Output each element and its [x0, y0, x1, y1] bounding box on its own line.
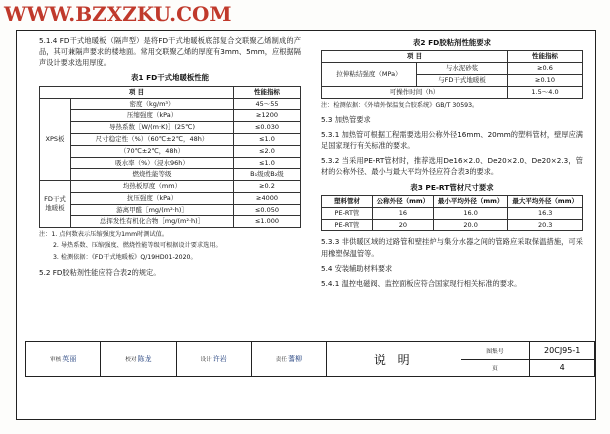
table-row: [322, 86, 583, 98]
table-row: [40, 216, 301, 228]
table1-note-1: 注：1. 点何数表示压缩强度为1mm时测试值。: [39, 231, 169, 239]
table-row: [322, 51, 583, 63]
table-row: [40, 134, 301, 146]
table2-value: 1.5～4.0: [508, 86, 583, 98]
table1-value: ≤1.0: [234, 157, 301, 169]
table3-cell: 16.0: [433, 207, 508, 219]
table3-header-1: 公称外径（mm）: [373, 196, 434, 208]
page-label: 页: [461, 360, 531, 377]
table1-value: ≤0.050: [234, 204, 301, 216]
paragraph-5-3-1: 5.3.1 加热管可根据工程需要选用公称外径16mm、20mm的塑料管材，壁厚应满足国家现行有关标准的要求。: [321, 129, 583, 151]
table1-value: ≥0.2: [234, 181, 301, 193]
paragraph-5-2: 5.2 FD胶粘剂性能应符合表2的规定。: [39, 268, 161, 278]
paragraph-5-3-2: 5.3.2 当采用PE-RT管材时，推荐选用De16×2.0、De20×2.0、De20×2.3，管材的公称外径、最小与最大平均外径应符合表3的要求。: [321, 156, 583, 177]
table1-group-xps: XPS板: [40, 98, 71, 180]
table2-item: 可操作时间（h）: [322, 86, 508, 98]
paragraph-5-3-3: 5.3.3 非供暖区域的过路管和壁挂炉与集分水器之间的管路应采取保温措施，可采用橡塑保温管等。: [321, 237, 583, 258]
signature-cell-review: [26, 342, 101, 376]
sheet-content: [21, 35, 589, 381]
table3-cell: 16.3: [508, 207, 583, 219]
table-pert-pipe-dimensions: [321, 195, 583, 231]
table1-header-value: 性能指标: [234, 86, 301, 98]
table2-value: ≥0.6: [508, 63, 583, 75]
album-number-label: 图集号: [461, 342, 531, 359]
title-block-album: [461, 342, 595, 376]
table1-item: 压缩强度（kPa）: [71, 110, 234, 122]
table2-caption: 表2 FD胶粘剂性能要求: [412, 38, 492, 47]
table1-value: ≤1.000: [234, 216, 301, 228]
sheet-title: 说 明: [373, 352, 414, 367]
table1-value: ≤1.0: [234, 134, 301, 146]
signature-label: 审核: [50, 357, 62, 363]
left-column: [39, 35, 301, 282]
table-row: [322, 207, 583, 219]
table1-value: ≤2.0: [234, 145, 301, 157]
table3-header-3: 最大平均外径（mm）: [508, 196, 583, 208]
album-number-value: 20CJ95-1: [544, 345, 581, 355]
paragraph-5-4: 5.4 安装辅助材料要求: [321, 263, 393, 273]
table1-header-item: 项 目: [40, 86, 234, 98]
table2-item: 拉伸粘结强度（MPa）: [322, 63, 417, 87]
table-row: [40, 192, 301, 204]
signature-name: 蓍柳: [287, 355, 302, 363]
table-fd-panel-performance: [39, 86, 301, 228]
table1-caption: 表1 FD干式地暖板性能: [130, 73, 210, 83]
table1-item: 抗压强度（kPa）: [71, 192, 234, 204]
table2-note: 注：检测依据：《外墙外保温复合胶系统》GB/T 30593。: [321, 101, 479, 109]
table-row: [322, 219, 583, 231]
table-row: [40, 86, 301, 98]
table3-cell: 16: [373, 207, 434, 219]
table1-item: 尺寸稳定性（%）（60℃±2℃，48h）: [71, 134, 234, 146]
signature-cell-responsible: [252, 342, 326, 376]
table-row: [40, 169, 301, 181]
table-row: [322, 196, 583, 208]
table1-value: ≥4000: [234, 192, 301, 204]
table1-note-3: 3. 检测依据：《FD干式地暖板》Q/19HD01-2020。: [53, 253, 197, 261]
table1-item: 游离甲醛［mg/(m²·h)］: [71, 204, 234, 216]
table2-sub: 与FD干式地暖板: [417, 75, 508, 87]
table3-caption: 表3 PE-RT管材尺寸要求: [410, 182, 494, 192]
table-row: [40, 181, 301, 193]
signature-name: 英丽: [62, 355, 77, 363]
table3-header-0: 塑料管材: [322, 196, 373, 208]
table2-header-value: 性能指标: [508, 51, 583, 63]
title-block-signatures: [26, 342, 327, 376]
paragraph-5-1-4: 5.1.4 FD干式地暖板（隔声型）是将FD干式地暖板底部复合交联聚乙烯制成的产品，其可兼隔声要求的楼地面。常用交联聚乙烯的厚度有3mm、5mm，应根据隔声设计要求选用厚度。: [39, 36, 301, 68]
table2-sub: 与水泥砂浆: [417, 63, 508, 75]
title-block: [25, 341, 595, 377]
paragraph-5-4-1: 5.4.1 温控电磁阀、监控面板应符合国家现行相关标准的要求。: [321, 278, 522, 288]
signature-cell-design: [177, 342, 252, 376]
table1-item: 导热系数［W/(m·K)］(25℃): [71, 122, 234, 134]
table3-header-2: 最小平均外径（mm）: [433, 196, 508, 208]
right-column: [321, 35, 583, 293]
page-value: 4: [559, 363, 565, 373]
table1-item: 燃烧性能等级: [71, 169, 234, 181]
table1-item: 吸水率（%）（浸水96h）: [71, 157, 234, 169]
signature-label: 责任: [275, 357, 287, 363]
table3-cell: PE-RT管: [322, 207, 373, 219]
drawing-sheet-border: [16, 30, 596, 420]
signature-label: 设计: [200, 357, 212, 363]
table3-cell: 20.0: [433, 219, 508, 231]
table-row: [40, 122, 301, 134]
signature-cell-check: [101, 342, 176, 376]
table-row: [322, 63, 583, 75]
paragraph-5-3: 5.3 加热管要求: [321, 114, 371, 124]
table-row: [40, 157, 301, 169]
table1-item: 总挥发性有机化合物［mg/(m²·h)］: [71, 216, 234, 228]
table-row: [40, 204, 301, 216]
table-row: [40, 145, 301, 157]
table2-value: ≥0.10: [508, 75, 583, 87]
table1-value: ≤0.030: [234, 122, 301, 134]
table-adhesive-performance: [321, 50, 583, 98]
table2-header-item: 项 目: [322, 51, 508, 63]
table1-item: （70℃±2℃，48h）: [71, 145, 234, 157]
table3-cell: 20.3: [508, 219, 583, 231]
table-row: [40, 98, 301, 110]
table3-cell: 20: [373, 219, 434, 231]
table1-item: 均热板厚度（mm）: [71, 181, 234, 193]
table1-value: ≥1200: [234, 110, 301, 122]
table1-value: B₁级或B₂级: [234, 169, 301, 181]
table-row: [40, 110, 301, 122]
signature-name: 许岩: [212, 355, 227, 363]
table1-value: 45～55: [234, 98, 301, 110]
table1-note-2: 2. 导热系数、压缩强度、燃烧性能等级可根据设计要求选用。: [53, 242, 222, 250]
table1-item: 密度（kg/m³）: [71, 98, 234, 110]
table3-cell: PE-RT管: [322, 219, 373, 231]
signature-name: 陈龙: [137, 355, 152, 363]
signature-label: 校对: [125, 357, 137, 363]
watermark-text: WWW.BZXZKU.COM: [4, 2, 232, 26]
table1-group-fd: FD干式地暖板: [40, 181, 71, 228]
